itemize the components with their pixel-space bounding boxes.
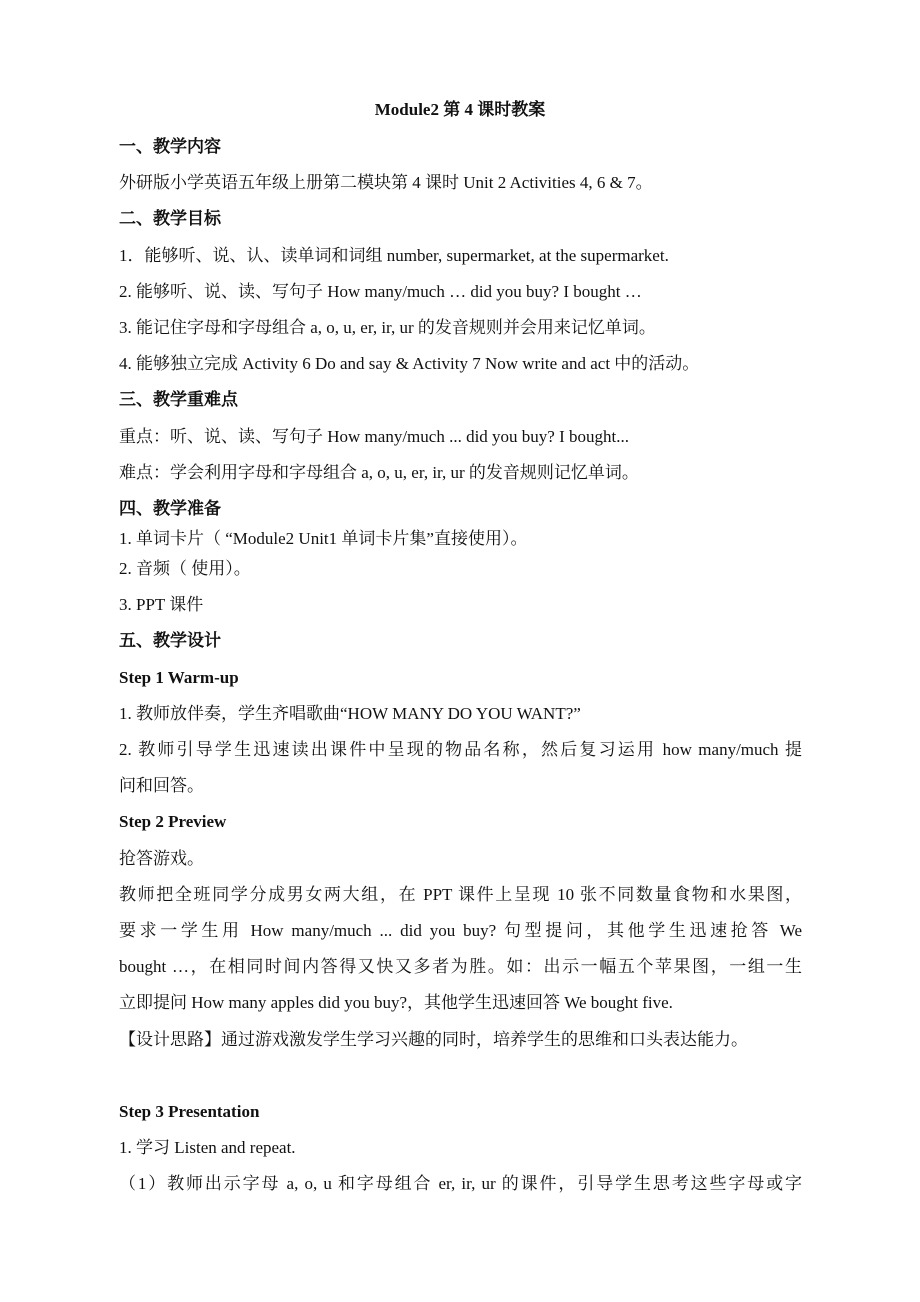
- step2-paragraph-line: 教师把全班同学分成男女两大组，在 PPT 课件上呈现 10 张不同数量食物和水果图，: [119, 885, 802, 904]
- section-heading-key-points: 三、教学重难点: [119, 390, 238, 409]
- section-heading-preparation: 四、教学准备: [119, 499, 221, 518]
- preparation-item: 2. 音频（ 使用）。: [119, 559, 251, 578]
- section-heading-content: 一、教学内容: [119, 137, 221, 156]
- objective-item: 4. 能够独立完成 Activity 6 Do and say & Activity 7 Now write and act 中的活动。: [119, 354, 700, 373]
- preparation-item: 3. PPT 课件: [119, 595, 204, 614]
- step3-paragraph: 1. 学习 Listen and repeat.: [119, 1138, 296, 1157]
- step2-paragraph-line: 要求一学生用 How many/much ... did you buy? 句型提问，其他学生迅速抢答 We: [119, 921, 802, 940]
- step2-game-label: 抢答游戏。: [119, 849, 204, 868]
- step2-title: Step 2 Preview: [119, 812, 227, 831]
- key-point-text: 重点：听、说、读、写句子 How many/much ... did you buy? I bought...: [119, 427, 629, 446]
- section-heading-objectives: 二、教学目标: [119, 209, 221, 228]
- step1-paragraph: 问和回答。: [119, 776, 204, 795]
- content-text: 外研版小学英语五年级上册第二模块第 4 课时 Unit 2 Activities 4, 6 & 7。: [119, 173, 653, 192]
- step1-paragraph: 2. 教师引导学生迅速读出课件中呈现的物品名称，然后复习运用 how many/much 提: [119, 740, 802, 759]
- page-title: Module2 第 4 课时教案: [374, 100, 546, 119]
- step3-title: Step 3 Presentation: [119, 1102, 260, 1121]
- section-heading-design: 五、教学设计: [119, 631, 221, 650]
- step2-paragraph-line: 立即提问 How many apples did you buy?，其他学生迅速回答 We bought five.: [119, 993, 673, 1012]
- difficult-point-text: 难点：学会利用字母和字母组合 a, o, u, er, ir, ur 的发音规则记忆单词。: [119, 463, 639, 482]
- design-idea-note: 【设计思路】通过游戏激发学生学习兴趣的同时，培养学生的思维和口头表达能力。: [119, 1030, 748, 1049]
- step1-paragraph: 1. 教师放伴奏，学生齐唱歌曲“HOW MANY DO YOU WANT?”: [119, 704, 581, 723]
- objective-item: 3. 能记住字母和字母组合 a, o, u, er, ir, ur 的发音规则并会用来记忆单词。: [119, 318, 656, 337]
- step3-paragraph: （1）教师出示字母 a, o, u 和字母组合 er, ir, ur 的课件，引导学生思考这些字母或字: [119, 1174, 802, 1193]
- preparation-item: 1. 单词卡片（ “Module2 Unit1 单词卡片集”直接使用）。: [119, 529, 528, 548]
- objective-item: 2. 能够听、说、读、写句子 How many/much … did you buy? I bought …: [119, 282, 642, 301]
- objective-item: 1．能够听、说、认、读单词和词组 number, supermarket, at the supermarket.: [119, 246, 669, 265]
- step1-title: Step 1 Warm-up: [119, 668, 239, 687]
- step2-paragraph-line: bought …，在相同时间内答得又快又多者为胜。如：出示一幅五个苹果图，一组一生: [119, 957, 802, 976]
